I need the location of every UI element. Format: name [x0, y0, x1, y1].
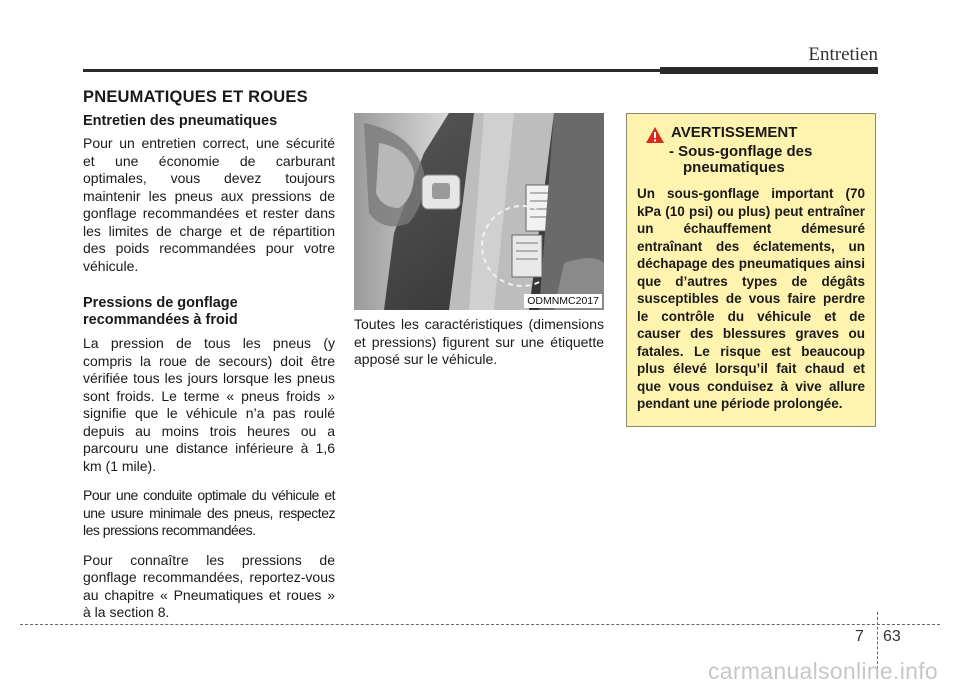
warning-box	[626, 113, 876, 427]
chapter-title: Entretien	[808, 44, 878, 65]
paragraph-cold-tires: La pression de tous les pneus (y compris la roue de secours) doit être vérifiée tous les jours lorsque les pneus sont froids. Le terme « pneus froids » signifie que le véhicule n’a pas roulé depuis au moins trois heures ou a parcouru une distance inférieure à 1,6 km (1 mile).	[83, 335, 335, 474]
image-code: ODMNMC2017	[524, 294, 602, 308]
page-number: 63	[883, 628, 901, 645]
warning-subtitle-line2: pneumatiques	[683, 159, 785, 176]
warning-header	[637, 124, 867, 144]
paragraph-maintenance: Pour un entretien correct, une sécurité et une économie de carburant optimales, vous devez toujours maintenir les pneus aux pressions de gonflage recommandées et rester dans les limites de charge et de répartition des poids recommandées pour votre véhicule.	[83, 135, 335, 274]
chapter-number: 7	[855, 628, 864, 645]
tire-label-photo	[354, 113, 604, 310]
paragraph-label-location: Toutes les caractéristiques (dimensions et pressions) figurent sur une étiquette apposé sur le véhicule.	[354, 316, 604, 367]
heading-tire-maintenance: Entretien des pneumatiques	[83, 113, 278, 129]
section-title: PNEUMATIQUES ET ROUES	[83, 88, 308, 106]
header-rule-accent	[660, 67, 878, 74]
paragraph-optimal-driving: Pour une conduite optimale du véhicule et une usure minimale des pneus, respectez les pressions recommandées.	[83, 487, 335, 538]
heading-cold-pressure-line1: Pressions de gonflage	[83, 295, 238, 311]
watermark: carmanualsonline.info	[707, 658, 938, 684]
paragraph-see-chapter: Pour connaître les pressions de gonflage recommandées, reportez-vous au chapitre « Pneumatiques et roues » à la section 8.	[83, 551, 335, 620]
middle-column-text	[354, 316, 604, 381]
heading-cold-pressure-line2: recommandées à froid	[83, 312, 238, 328]
heading-cold-pressure	[83, 295, 335, 329]
warning-subtitle-line1: - Sous-gonflage des	[669, 143, 813, 160]
left-column	[83, 113, 335, 634]
warning-body: Un sous-gonflage important (70 kPa (10 psi) ou plus) peut entraîner un échauffement démesuré entraînant des éclatements, un déchapage des pneumatiques ainsi que d’autres types de dégâts susceptibles de vous faire perdre le contrôle du véhicule et de causer des blessures graves ou fatales. Le risque est beaucoup plus élevé lorsqu’il fait chaud et que vous conduisez à vive allure pendant une période prolongée.	[637, 186, 865, 411]
footer-rule	[20, 624, 940, 625]
door-pillar-illustration	[354, 113, 604, 310]
warning-title: AVERTISSEMENT	[671, 124, 798, 141]
warning-triangle-icon	[645, 126, 665, 144]
